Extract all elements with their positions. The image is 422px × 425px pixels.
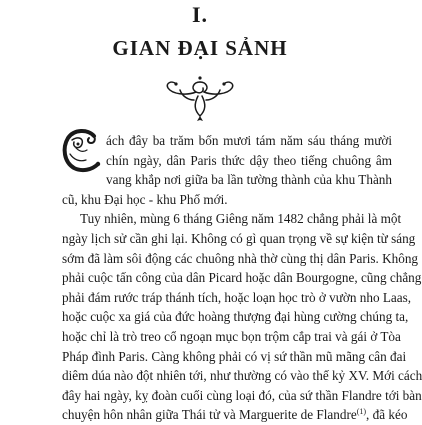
text-line: chín ngày, dân Paris thức dậy theo tiếng chuông âm [106, 152, 392, 168]
ornament-flourish [150, 74, 250, 124]
text-line: hoặc chỉ là trò treo cổ ngoạn mục bọn trộm cắp trai và gái ở Tòa [62, 328, 401, 344]
text-line: ngày lịch sử cần ghi lại. Không có gì quan trọng về sự kiện từ sáng [62, 230, 416, 246]
text-line: phải đám rước tráp thánh tích, hoặc loạn học trò ở vườn nho Laas, [62, 289, 412, 305]
text-line: ách đây ba trăm bốn mươi tám năm sáu tháng mười [106, 133, 392, 148]
text-line: Tuy nhiên, mùng 6 tháng Giêng năm 1482 chẳng phải là một [80, 211, 402, 227]
text-line: diêm dúa nào đột nhiên tới, như thường có vào thế kỷ XV. Mới cách [62, 368, 422, 384]
footnote-marker[interactable]: (1) [356, 407, 367, 417]
text-line: Pháp đình Paris. Càng không phải có vị sứ thần mũ mãng cân đai [62, 348, 407, 364]
text-segment: chuyện hôn nhân giữa Thái tử và Marguerite de Flandre [62, 407, 357, 423]
text-line-with-footnote [62, 405, 408, 425]
text-line: cũ, khu Đại học - khu Phố mới. [62, 191, 228, 207]
text-line: phải cuộc tấn công của dân Picard hoặc dân Bourgogne, cũng chẳng [62, 270, 422, 286]
chapter-title: GIAN ĐẠI SẢNH [112, 36, 288, 60]
chapter-body-text [62, 131, 422, 425]
text-segment: , đã kéo [366, 407, 408, 423]
text-line: hoặc cuộc xa giá của đức hoàng thượng đại hùng cường chúng ta, [62, 309, 409, 325]
text-line: sớm đã làm sôi động các chuông nhà thờ cùng thị dân Paris. Không [62, 250, 419, 266]
chapter-number: I. [191, 2, 209, 27]
text-line: vang khắp nơi giữa ba lần tường thành của khu Thành [106, 172, 392, 188]
text-line: đây hai ngày, kỵ đoàn cuối cùng loại đó, của sứ thần Flandre tới bàn [62, 387, 422, 403]
